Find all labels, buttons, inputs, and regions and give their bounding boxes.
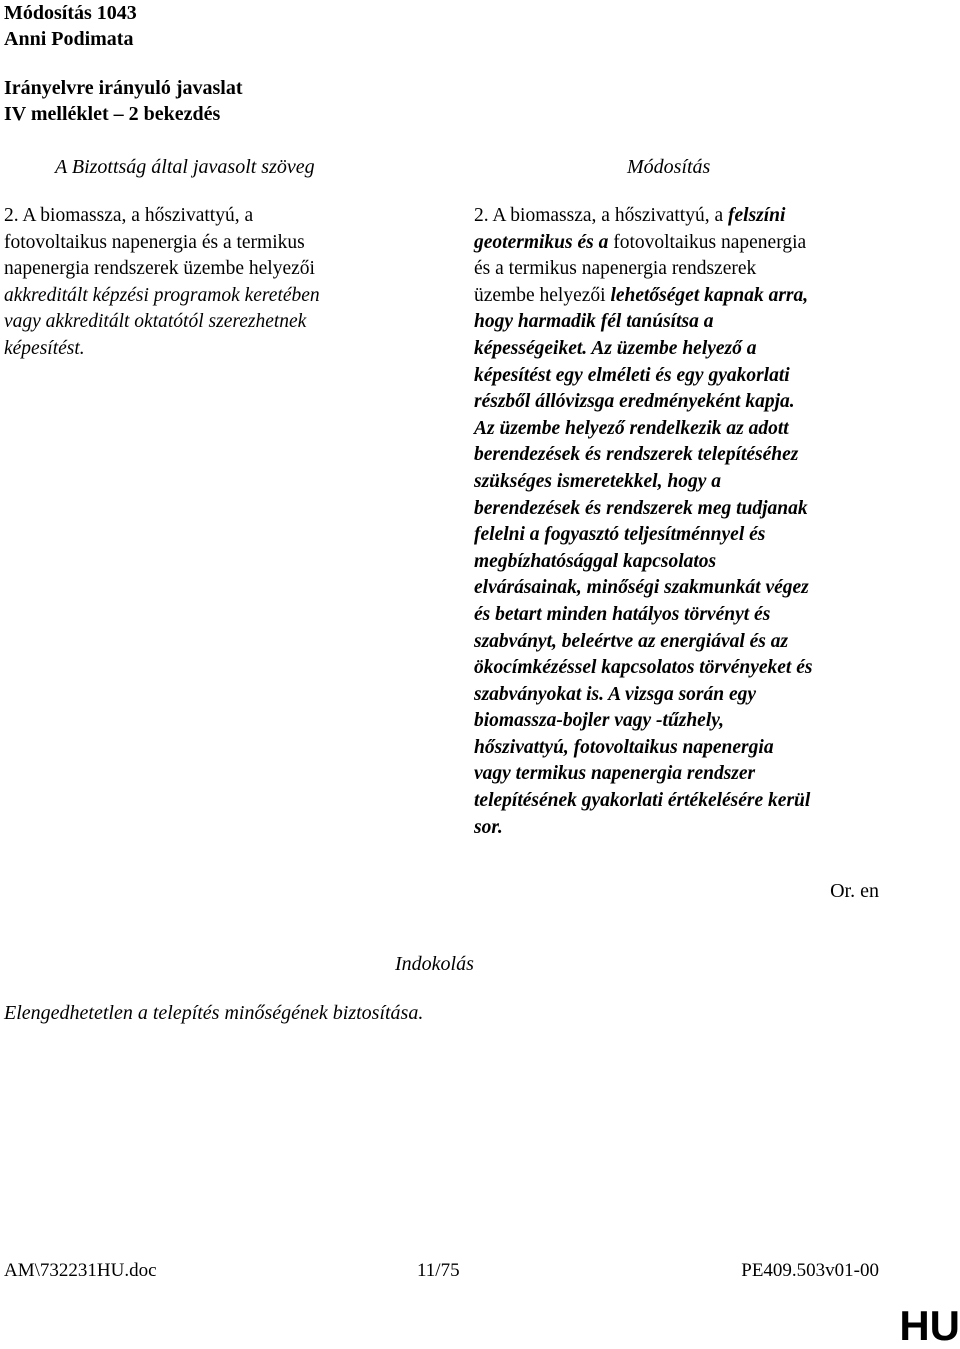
amendment-text-line: Az üzembe helyező rendelkezik az adott [474,417,789,439]
commission-text-line: 2. A biomassza, a hőszivattyú, a [4,205,254,226]
amendment-text-line: képességeiket. Az üzembe helyező a [474,337,757,359]
amendment-text-line: szabványt, beleértve az energiával és az [474,630,789,652]
commission-text-line: fotovoltaikus napenergia és a termikus [4,231,305,253]
amendment-text-line: részből állóvizsga eredményeként kapja. [474,391,795,413]
text-span: fotovoltaikus napenergia [608,231,807,253]
commission-text-line: képesítést. [4,337,85,359]
amendment-text-line: telepítésének gyakorlati értékelésére kerül [474,790,811,812]
text-span: üzembe helyezői [474,284,611,306]
amendment-text-line [474,230,812,257]
commission-text [4,203,320,363]
amendment-number: Módosítás 1043 [4,2,137,24]
amendment-text-line: elvárásainak, minőségi szakmunkát végez [474,577,809,599]
commission-text-line: akkreditált képzési programok keretében [4,284,320,306]
author-name: Anni Podimata [4,28,134,50]
right-column-heading: Módosítás [627,156,711,178]
text-span-emphasis: geotermikus és a [474,231,609,253]
amendment-text-line: ökocímkézéssel kapcsolatos törvényeket és [474,657,813,679]
footer-pe-ref: PE409.503v01-00 [741,1260,879,1281]
amendment-text-line: sor. [474,816,503,838]
amendment-text-line: szabványokat is. A vizsga során egy [474,683,757,705]
footer-doc-ref: AM\732231HU.doc [4,1260,157,1281]
amendment-text [474,203,812,841]
amendment-text-line: és betart minden hatályos törvényt és [474,603,771,625]
reference: IV melléklet – 2 bekezdés [4,103,221,125]
amendment-text-line: vagy termikus napenergia rendszer [474,763,756,785]
amendment-text-line [474,283,812,310]
amendment-text-line: és a termikus napenergia rendszerek [474,258,757,280]
proposal-type: Irányelvre irányuló javaslat [4,77,243,99]
amendment-text-line: szükséges ismeretekkel, hogy a [474,470,721,492]
commission-text-line: vagy akkreditált oktatótól szerezhetnek [4,311,307,333]
amendment-text-line: megbízhatósággal kapcsolatos [474,550,717,572]
justification-heading: Indokolás [395,953,474,975]
amendment-text-line: biomassza-bojler vagy -tűzhely, [474,710,725,732]
amendment-text-line: berendezések és rendszerek meg tudjanak [474,497,808,519]
footer-page-number: 11/75 [417,1260,460,1281]
left-column-heading: A Bizottság által javasolt szöveg [55,156,315,178]
justification-text: Elengedhetetlen a telepítés minőségének biztosítása. [4,1002,424,1024]
amendment-text-line: hogy harmadik fél tanúsítsa a [474,311,714,333]
text-span-emphasis: lehetőséget kapnak arra, [610,284,809,306]
language-code: HU [899,1302,960,1349]
original-language: Or. en [830,880,879,902]
amendment-text-line [474,203,812,230]
amendment-text-line: képesítést egy elméleti és egy gyakorlati [474,364,790,386]
amendment-text-line: hőszivattyú, fotovoltaikus napenergia [474,736,774,758]
text-span-emphasis: felszíni [728,205,786,226]
amendment-text-line: felelni a fogyasztó teljesítménnyel és [474,524,766,546]
text-span: 2. A biomassza, a hőszivattyú, a [474,205,728,226]
amendment-text-line: berendezések és rendszerek telepítéséhez [474,444,799,466]
commission-text-line: napenergia rendszerek üzembe helyezői [4,258,315,280]
